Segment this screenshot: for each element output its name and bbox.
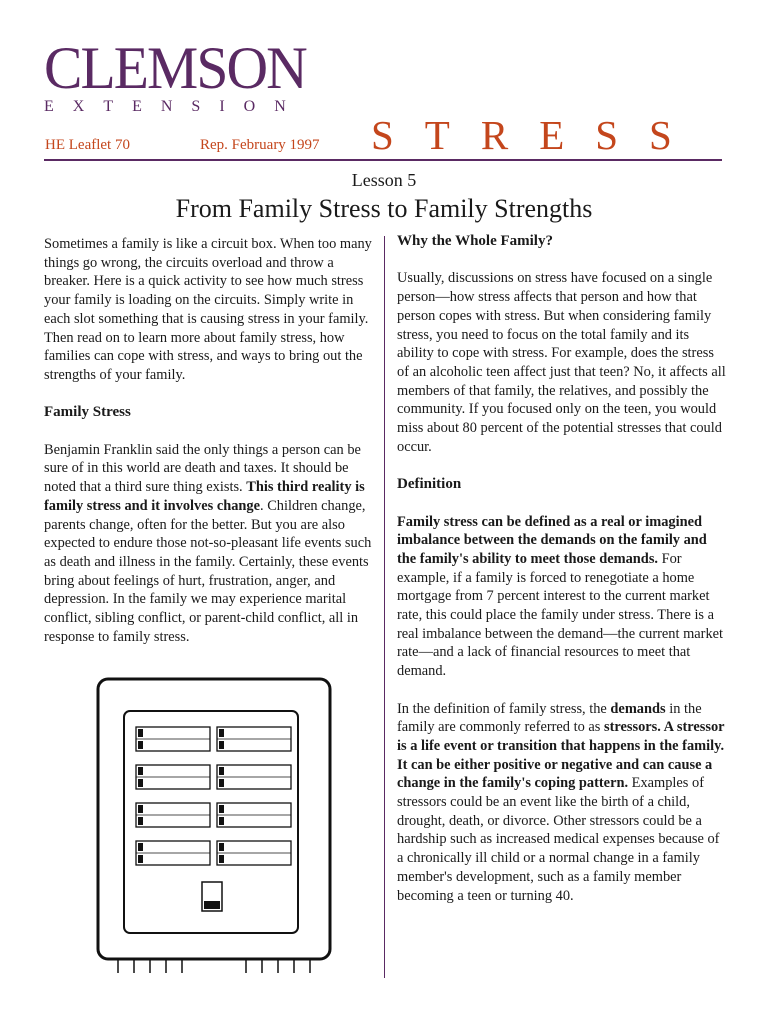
family-stress-heading: Family Stress	[44, 404, 131, 421]
breaker-slot	[217, 765, 291, 789]
emphasis-text: stressors. A stressor is a life event or transition that happens in the family. It can be either positive or negative and can cause a change in the family's coping pattern.	[397, 719, 725, 792]
clemson-extension-logo	[44, 35, 322, 116]
breaker-slot	[217, 727, 291, 751]
breaker-slot	[217, 803, 291, 827]
emphasis-text: This third reality is family stress and it involves change	[44, 479, 365, 514]
breaker-toggle	[138, 767, 143, 775]
revision-date: Rep. February 1997	[200, 137, 320, 153]
page-title: From Family Stress to Family Strengths	[175, 194, 593, 223]
breaker-toggle	[219, 779, 224, 787]
why-whole-family-paragraph: Usually, discussions on stress have focused on a single person—how stress affects that person and how that person copes with stress. But when considering family stress, you need to focus on the total family and its ability to cope with stress. For example, does the stress of an alcoholic teen affect just that teen? No, it affects all members of that family, the relatives, and possibly the community. If you focused only on the teen, you would miss about 80 percent of the potential stresses that could occur.	[397, 270, 726, 455]
breaker-toggle	[138, 843, 143, 851]
breaker-toggle	[219, 805, 224, 813]
text-run: For example, if a family is forced to renegotiate a home mortgage from 7 percent interest to the current market rate, this could place the family under stress. There is a real imbalance between the demand—the current market rate—and a lack of financial resources to meet that demand.	[397, 550, 724, 680]
right-column	[397, 232, 727, 905]
logo-wordmark: CLEMSON	[44, 35, 306, 101]
emphasis-text: demands	[610, 700, 666, 717]
stressors-paragraph	[397, 700, 727, 906]
breaker-toggle	[219, 767, 224, 775]
breaker-toggle	[219, 817, 224, 825]
breaker-toggle	[219, 855, 224, 863]
breaker-toggle	[219, 729, 224, 737]
text-run: in the family are commonly referred to as	[397, 700, 702, 736]
breaker-toggle	[138, 817, 143, 825]
logo-subtitle: EXTENSION	[44, 98, 305, 115]
leaflet-id: HE Leaflet 70	[45, 137, 130, 153]
text-run: . Children change, parents change, often for the better. But you are also expected to endure those not-so-pleasant life events such as death and illness in the family. Certainly, these events bring about feelings of hurt, frustration, anger, and depression. In the family we may experience marital conflict, sibling conflict, or parent-child conflict, all in response to family stress.	[44, 497, 372, 645]
breaker-slot	[136, 727, 210, 751]
breaker-slot	[136, 841, 210, 865]
breaker-toggle	[219, 843, 224, 851]
family-stress-paragraph	[44, 441, 374, 647]
text-run: In the definition of family stress, the	[397, 700, 611, 717]
left-column	[44, 235, 374, 646]
why-whole-family-heading: Why the Whole Family?	[397, 233, 553, 249]
lesson-number: Lesson 5	[351, 170, 417, 190]
breaker-toggle	[138, 805, 143, 813]
definition-heading: Definition	[397, 476, 462, 493]
text-run: Examples of stressors could be an event like the birth of a child, drought, death, or divorce. Other stressors could be a hardship such as increased medical expenses because of a chronically ill child or a normal change in a family member's development, such as a family member becoming a teen or turning 40.	[397, 775, 720, 904]
breaker-toggle	[138, 729, 143, 737]
breaker-toggle	[138, 855, 143, 863]
breaker-slot	[136, 803, 210, 827]
intro-paragraph: Sometimes a family is like a circuit box. When too many things go wrong, the circuits overload and throw a breaker. Here is a quick activity to see how much stress your family is loading on the circuits. Simply write in each slot something that is causing stress in your family. Then read on to learn more about family stress, how families can cope with stress, and ways to bring out the strengths of your family.	[44, 236, 372, 383]
breaker-slot	[136, 765, 210, 789]
box-connectors	[118, 959, 310, 973]
definition-paragraph	[397, 513, 727, 681]
breaker-slot	[217, 841, 291, 865]
circuit-box-illustration	[96, 677, 332, 975]
header-rule	[44, 159, 722, 161]
series-title: STRESS	[371, 112, 703, 158]
breaker-toggle	[138, 741, 143, 749]
breaker-toggle	[138, 779, 143, 787]
column-divider	[384, 236, 385, 978]
breaker-toggle	[219, 741, 224, 749]
main-switch-toggle	[204, 901, 220, 909]
text-run: Benjamin Franklin said the only things a person can be sure of in this world are death and taxes. It should be noted that a third sure thing exists.	[44, 441, 361, 496]
emphasis-text: Family stress can be defined as a real or imagined imbalance between the demands on the family and the family's ability to meet those demands.	[397, 513, 707, 567]
